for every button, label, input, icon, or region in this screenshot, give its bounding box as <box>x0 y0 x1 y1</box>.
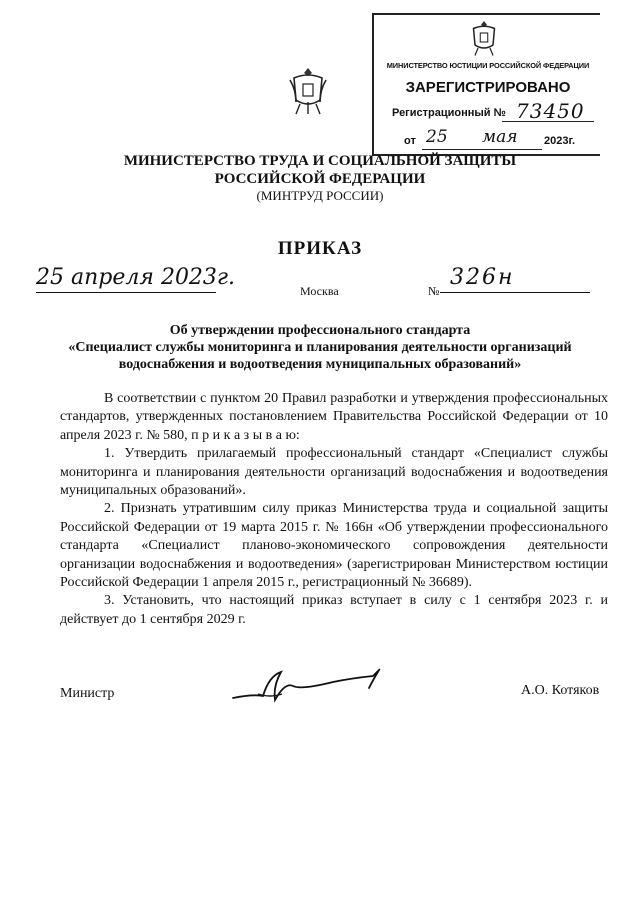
stamp-title: ЗАРЕГИСТРИРОВАНО <box>405 79 571 96</box>
subject-line1: Об утверждении профессионального стандарта <box>169 323 471 338</box>
stamp-reg-number: 73450 <box>516 99 585 123</box>
coat-of-arms-icon <box>288 66 328 118</box>
subject-line2: «Специалист службы мониторинга и планирования деятельности организаций <box>68 340 572 355</box>
ministry-line2: РОССИЙСКОЙ ФЕДЕРАЦИИ <box>214 171 426 187</box>
signatory-position: Министр <box>60 686 115 701</box>
paragraph-preamble: В соответствии с пунктом 20 Правил разработки и утверждения профессиональных стандартов, утвержденных постановлением Правительства Российской Федерации от 10 апреля 2023 г. № 580, п р и к а з ы в а ю: <box>60 391 608 443</box>
paragraph-item-3: 3. Установить, что настоящий приказ вступает в силу с 1 сентября 2023 г. и действует до 1 сентября 2029 г. <box>60 593 608 627</box>
paragraph-item-2: 2. Признать утратившим силу приказ Министерства труда и социальной защиты Российской Федерации от 19 марта 2015 г. № 166н «Об утверждении профессионального стандарта «Специалист планово-экономического сопровождения деятельности организации водоснабжения и водоотведения» (зарегистрирован Министерством юстиции Российской Федерации 1 апреля 2015 г., регистрационный № 36689). <box>60 501 608 591</box>
order-city: Москва <box>300 284 339 298</box>
stamp-month: мая <box>482 127 518 147</box>
registration-stamp <box>372 13 600 156</box>
coat-of-arms-icon <box>469 19 499 59</box>
stamp-day: 25 <box>426 127 448 147</box>
ministry-line1: МИНИСТЕРСТВО ТРУДА И СОЦИАЛЬНОЙ ЗАЩИТЫ <box>123 153 517 169</box>
number-underline <box>440 292 590 293</box>
order-number: 326н <box>450 265 515 290</box>
ministry-name <box>60 152 580 188</box>
paragraph-item-1: 1. Утвердить прилагаемый профессиональный стандарт «Специалист службы мониторинга и планирования деятельности организаций водоснабжения и водоотведения муниципальных образований». <box>60 446 608 499</box>
stamp-underline <box>502 121 594 122</box>
stamp-ministry: МИНИСТЕРСТВО ЮСТИЦИИ РОССИЙСКОЙ ФЕДЕРАЦИИ <box>386 61 590 70</box>
handwritten-signature <box>228 668 408 708</box>
order-title: ПРИКАЗ <box>277 238 363 259</box>
order-body <box>60 390 608 629</box>
signer-name: А.О. Котяков <box>521 683 600 698</box>
order-date: 25 апреля 2023г. <box>36 265 236 290</box>
order-subject <box>58 322 582 373</box>
subject-line3: водоснабжения и водоотведения муниципальных образований» <box>118 357 522 372</box>
stamp-reg-label: Регистрационный № <box>392 107 506 119</box>
date-underline <box>36 292 216 293</box>
stamp-date-underline <box>422 149 542 150</box>
stamp-year: 2023г. <box>544 135 576 147</box>
ministry-short: (МИНТРУД РОССИИ) <box>256 188 384 203</box>
stamp-from-label: от <box>404 135 416 147</box>
order-number-label: № <box>428 284 440 298</box>
